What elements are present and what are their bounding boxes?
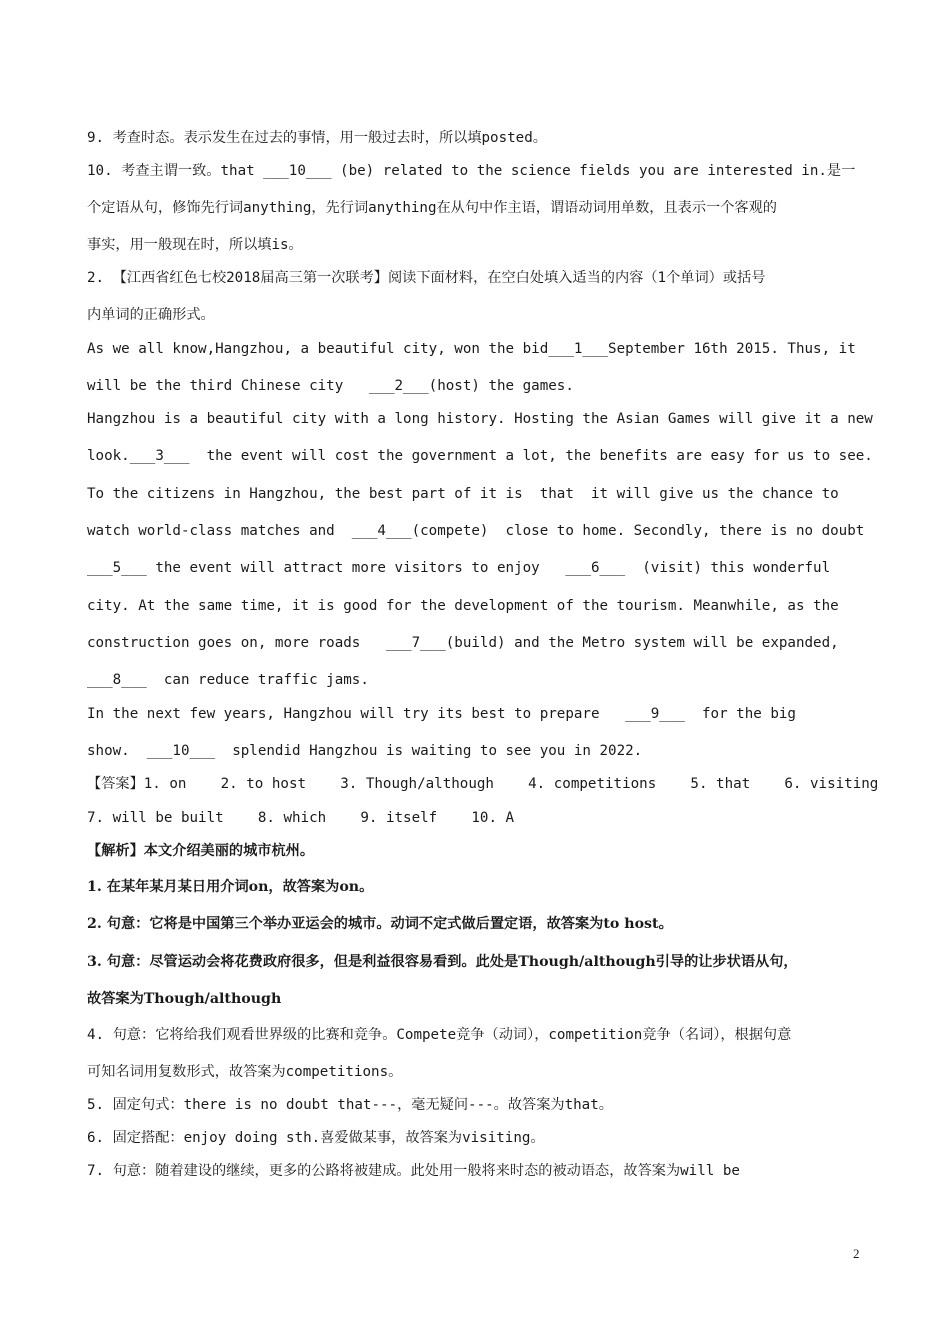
page-number: 2 [853,1246,860,1261]
text-line: 个定语从句，修饰先行词anything，先行词anything在从句中作主语，谓语动词用单数，且表示一个客观的 [87,200,777,216]
analysis-line: 1. 在某年某月某日用介词on，故答案为on。 [87,879,374,895]
analysis-line: 故答案为Though/although [87,991,282,1007]
passage-line: To the citizens in Hangzhou, the best part of it is that it will give us the chance to [87,486,839,502]
analysis-line: 2. 句意：它将是中国第三个举办亚运会的城市。动词不定式做后置定语，故答案为to host。 [87,916,673,932]
passage-line: ___8___ can reduce traffic jams. [87,672,369,688]
passage-line: show. ___10___ splendid Hangzhou is waiting to see you in 2022. [87,743,643,759]
passage-line: Hangzhou is a beautiful city with a long history. Hosting the Asian Games will give it a new [87,411,873,427]
passage-line: ___5___ the event will attract more visitors to enjoy ___6___ (visit) this wonderful [87,560,831,576]
analysis-line: 可知名词用复数形式，故答案为competitions。 [87,1064,403,1080]
text-line: 10. 考查主谓一致。that ___10___ (be) related to the science fields you are interested in.是一 [87,163,856,179]
answer-line: 【答案】1. on 2. to host 3. Though/although 4. competitions 5. that 6. visiting [87,776,879,792]
text-line: 9. 考查时态。表示发生在过去的事情，用一般过去时，所以填posted。 [87,130,547,146]
passage-line: As we all know,Hangzhou, a beautiful city, won the bid___1___September 16th 2015. Thus, it [87,341,856,357]
analysis-line: 7. 句意：随着建设的继续，更多的公路将被建成。此处用一般将来时态的被动语态，故答案为will be [87,1163,740,1179]
analysis-line: 5. 固定句式：there is no doubt that---，毫无疑问---。故答案为that。 [87,1097,613,1113]
analysis-line: 3. 句意：尽管运动会将花费政府很多，但是利益很容易看到。此处是Though/although引导的让步状语从句， [87,954,798,970]
passage-line: In the next few years, Hangzhou will try its best to prepare ___9___ for the big [87,706,796,722]
passage-line: watch world-class matches and ___4___(compete) close to home. Secondly, there is no doubt [87,523,865,539]
text-line: 内单词的正确形式。 [87,307,215,323]
answer-line: 7. will be built 8. which 9. itself 10. A [87,810,515,826]
analysis-heading: 【解析】本文介绍美丽的城市杭州。 [87,843,315,859]
analysis-line: 4. 句意：它将给我们观看世界级的比赛和竞争。Compete竞争（动词），competition竞争（名词），根据句意 [87,1027,792,1043]
question-heading: 2. 【江西省红色七校2018届高三第一次联考】阅读下面材料，在空白处填入适当的内容（1个单词）或括号 [87,270,766,286]
passage-line: will be the third Chinese city ___2___(host) the games. [87,378,574,394]
passage-line: look.___3___ the event will cost the government a lot, the benefits are easy for us to see. [87,448,873,464]
analysis-line: 6. 固定搭配：enjoy doing sth.喜爱做某事，故答案为visiting。 [87,1130,545,1146]
text-line: 事实，用一般现在时，所以填is。 [87,237,303,253]
passage-line: construction goes on, more roads ___7___(build) and the Metro system will be expanded, [87,635,839,651]
passage-line: city. At the same time, it is good for the development of the tourism. Meanwhile, as the [87,598,839,614]
